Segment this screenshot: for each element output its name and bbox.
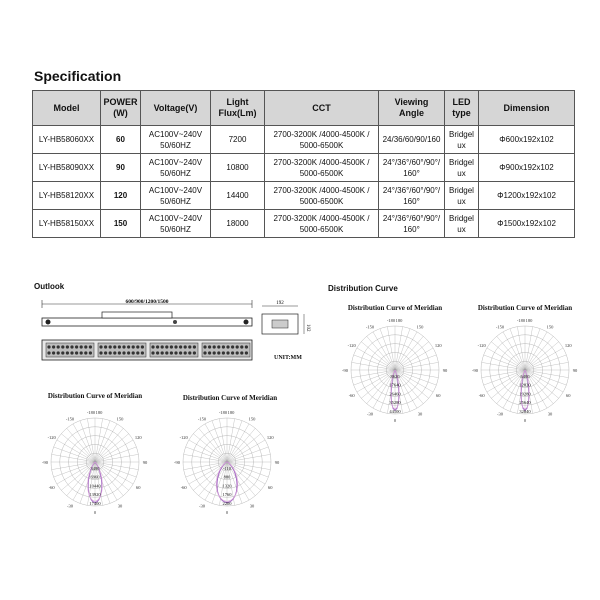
angle-label: 120: [434, 343, 442, 348]
header-text: Flux(Lm): [218, 108, 257, 118]
angle-label: 180: [525, 318, 533, 323]
chart-2-title: Distribution Curve of Meridian: [477, 304, 573, 312]
angle-label: -120: [179, 435, 188, 440]
led-lens: [231, 345, 234, 348]
led-lens: [118, 345, 121, 348]
led-lens: [52, 351, 55, 354]
led-lens: [231, 351, 234, 354]
cell-line: 5000-6500K: [299, 196, 344, 206]
led-lens: [127, 351, 130, 354]
angle-label: -90: [472, 368, 478, 373]
cell-line: Bridgel: [449, 157, 474, 167]
cell-line: Bridgel: [449, 185, 474, 195]
cell-line: ux: [457, 140, 466, 150]
outlook-drawing: [30, 294, 330, 374]
height-dimension: 102: [305, 324, 310, 332]
column-header: [479, 91, 575, 126]
angle-label: -30: [367, 411, 373, 417]
led-lens: [179, 351, 182, 354]
page-title: Specification: [34, 68, 122, 84]
header-text: type: [452, 108, 471, 118]
table-row: [33, 182, 575, 210]
led-module: [150, 343, 198, 357]
led-lens: [170, 351, 173, 354]
led-lens: [174, 345, 177, 348]
cell-line: 50/60HZ: [160, 224, 191, 234]
column-header: [141, 91, 211, 126]
angle-label: -120: [47, 435, 56, 440]
cell-line: 160°: [403, 196, 420, 206]
led-lens: [151, 351, 154, 354]
cell-line: 2700-3200K /4000-4500K /: [273, 185, 370, 195]
led-lens: [208, 351, 211, 354]
led-lens: [188, 351, 191, 354]
angle-label: -90: [42, 460, 48, 465]
led-lens: [132, 345, 135, 348]
cell-model: LY-HB58150XX: [33, 210, 101, 238]
cell-line: ux: [457, 224, 466, 234]
led-lens: [161, 351, 164, 354]
led-lens: [104, 345, 107, 348]
angle-label: -30: [497, 411, 503, 417]
cell-line: 50/60HZ: [160, 140, 191, 150]
cell-power: 60: [101, 126, 141, 154]
angle-label: -120: [477, 343, 486, 348]
ring-value-label: 17640: [389, 382, 401, 388]
cell-voltage: [141, 154, 211, 182]
led-lens: [84, 345, 87, 348]
ring-value-label: 19280: [519, 391, 531, 397]
led-lens: [52, 345, 55, 348]
ring-value-label: 12820: [519, 382, 531, 388]
angle-label: -180: [386, 318, 396, 323]
ring-value-label: 35280: [389, 400, 401, 406]
led-lens: [57, 345, 60, 348]
led-lens: [132, 351, 135, 354]
led-lens: [213, 351, 216, 354]
led-lens: [75, 351, 78, 354]
led-lens: [151, 345, 154, 348]
angle-label: 30: [249, 503, 255, 509]
cell-line: AC100V~240V: [148, 157, 203, 167]
led-lens: [184, 351, 187, 354]
cell-line: 2700-3200K /4000-4500K /: [273, 157, 370, 167]
angle-label: 30: [547, 411, 553, 417]
led-lens: [122, 345, 125, 348]
column-header: [445, 91, 479, 126]
angle-label: -60: [180, 485, 187, 490]
cell-line: 24°/36°/60°/90°/: [382, 185, 441, 195]
led-lens: [80, 345, 83, 348]
cell-flux: 18000: [211, 210, 265, 238]
ring-value-label: 1320: [222, 483, 232, 489]
header-text: Angle: [398, 108, 424, 118]
column-header: [265, 91, 379, 126]
chart-4-title: Distribution Curve of Meridian: [182, 394, 278, 402]
led-module: [46, 343, 94, 357]
cell-led: [445, 182, 479, 210]
ring-value-label: 17400: [89, 501, 101, 506]
cell-line: 2700-3200K /4000-4500K /: [273, 129, 370, 139]
cell-flux: 14400: [211, 182, 265, 210]
led-lens: [122, 351, 125, 354]
cell-cct: [265, 154, 379, 182]
led-lens: [226, 351, 229, 354]
angle-label: 120: [134, 435, 142, 440]
cell-voltage: [141, 126, 211, 154]
cell-angle: [379, 126, 445, 154]
angle-label: -30: [199, 503, 205, 509]
angle-label: 180: [395, 318, 403, 323]
led-lens: [61, 351, 64, 354]
led-lens: [217, 351, 220, 354]
angle-label: 90: [442, 368, 448, 373]
angle-label: 0: [93, 510, 97, 515]
distribution-label: Distribution Curve: [328, 284, 398, 293]
cell-power: 90: [101, 154, 141, 182]
length-dimension: 600/900/1200/1500: [125, 299, 169, 305]
header-text: POWER: [103, 97, 138, 107]
led-lens: [165, 351, 168, 354]
angle-label: 120: [266, 435, 274, 440]
led-lens: [118, 351, 121, 354]
angle-label: -150: [365, 324, 375, 330]
angle-label: 60: [566, 393, 571, 398]
led-lens: [236, 351, 239, 354]
fixture-side-view: [42, 318, 252, 326]
ring-value-label: 6960: [90, 474, 100, 480]
angle-label: -90: [342, 368, 348, 373]
ring-value-label: 6400: [520, 373, 530, 379]
angle-label: 150: [416, 324, 424, 330]
polar-chart-1: [340, 312, 450, 422]
led-lens: [174, 351, 177, 354]
led-lens: [161, 345, 164, 348]
angle-label: 60: [268, 485, 273, 490]
cell-line: 160°: [403, 168, 420, 178]
led-lens: [99, 345, 102, 348]
led-lens: [89, 345, 92, 348]
cell-line: 24/36/60/90/160: [382, 135, 441, 144]
angle-label: -60: [48, 485, 55, 490]
cell-dimension: Φ1200x192x102: [479, 182, 575, 210]
led-lens: [104, 351, 107, 354]
chart-3-title: Distribution Curve of Meridian: [47, 392, 143, 400]
led-lens: [141, 351, 144, 354]
cell-line: 5000-6500K: [299, 168, 344, 178]
angle-label: 60: [436, 393, 441, 398]
cell-dimension: Φ600x192x102: [479, 126, 575, 154]
led-module: [98, 343, 146, 357]
led-lens: [170, 345, 173, 348]
led-lens: [245, 345, 248, 348]
angle-label: -150: [197, 416, 207, 422]
cell-angle: [379, 154, 445, 182]
led-lens: [193, 351, 196, 354]
ring-value-label: 26460: [389, 391, 401, 397]
ring-value-label: 2200: [222, 501, 232, 506]
cell-dimension: Φ1500x192x102: [479, 210, 575, 238]
angle-label: 60: [136, 485, 141, 490]
cell-line: 5000-6500K: [299, 224, 344, 234]
led-lens: [213, 345, 216, 348]
ring-value-label: 25640: [519, 400, 531, 406]
column-header: [379, 91, 445, 126]
ring-value-label: 32040: [519, 409, 531, 414]
angle-label: 0: [393, 418, 397, 422]
led-lens: [109, 351, 112, 354]
angle-label: -60: [348, 393, 355, 398]
cell-dimension: Φ900x192x102: [479, 154, 575, 182]
cell-power: 120: [101, 182, 141, 210]
led-lens: [193, 345, 196, 348]
led-lens: [203, 351, 206, 354]
angle-label: 150: [116, 416, 124, 422]
cell-line: 50/60HZ: [160, 168, 191, 178]
led-lens: [109, 345, 112, 348]
cell-line: Bridgel: [449, 129, 474, 139]
led-lens: [245, 351, 248, 354]
led-lens: [66, 351, 69, 354]
ring-value-label: 44100: [389, 409, 401, 414]
cell-line: AC100V~240V: [148, 185, 203, 195]
led-lens: [113, 351, 116, 354]
led-lens: [141, 345, 144, 348]
polar-chart-4: [172, 404, 282, 522]
led-lens: [188, 345, 191, 348]
cell-led: [445, 210, 479, 238]
header-text: (W): [113, 108, 128, 118]
cell-line: 5000-6500K: [299, 140, 344, 150]
header-text: Dimension: [503, 102, 550, 113]
cell-led: [445, 126, 479, 154]
header-text: Light: [226, 97, 249, 107]
led-lens: [236, 345, 239, 348]
led-lens: [99, 351, 102, 354]
column-header: [101, 91, 141, 126]
cell-angle: [379, 210, 445, 238]
led-lens: [57, 351, 60, 354]
led-lens: [66, 345, 69, 348]
led-lens: [179, 345, 182, 348]
led-lens: [75, 345, 78, 348]
angle-label: 90: [572, 368, 578, 373]
led-lens: [208, 345, 211, 348]
led-lens: [127, 345, 130, 348]
cell-line: ux: [457, 168, 466, 178]
led-lens: [61, 345, 64, 348]
led-lens: [80, 351, 83, 354]
cell-led: [445, 154, 479, 182]
header-text: Voltage(V): [153, 102, 198, 113]
led-lens: [165, 345, 168, 348]
header-text: LED: [452, 97, 471, 107]
unit-label: UNIT:MM: [274, 355, 302, 361]
led-lens: [222, 351, 225, 354]
cell-line: Bridgel: [449, 213, 474, 223]
cell-cct: [265, 210, 379, 238]
header-text: Viewing: [394, 97, 429, 107]
header-text: CCT: [312, 102, 331, 113]
angle-label: 180: [227, 410, 235, 415]
angle-label: -180: [218, 410, 228, 415]
cell-flux: 10800: [211, 154, 265, 182]
table-row: [33, 126, 575, 154]
cell-voltage: [141, 182, 211, 210]
led-lens: [113, 345, 116, 348]
led-lens: [240, 351, 243, 354]
outlook-label: Outlook: [34, 282, 65, 291]
cell-line: 2700-3200K /4000-4500K /: [273, 213, 370, 223]
cell-power: 150: [101, 210, 141, 238]
angle-label: -30: [67, 503, 73, 509]
connector: [173, 320, 177, 324]
led-lens: [84, 351, 87, 354]
ring-value-label: 3480: [90, 465, 100, 471]
angle-label: -150: [65, 416, 75, 422]
cell-angle: [379, 182, 445, 210]
angle-label: 90: [142, 460, 148, 465]
led-lens: [217, 345, 220, 348]
led-lens: [240, 345, 243, 348]
cell-line: AC100V~240V: [148, 213, 203, 223]
cell-line: 24°/36°/60°/90°/: [382, 157, 441, 167]
header-text: Model: [53, 102, 80, 113]
table-header-row: [33, 91, 575, 126]
led-lens: [156, 351, 159, 354]
ring-value-label: 1760: [222, 492, 232, 498]
cell-model: LY-HB58060XX: [33, 126, 101, 154]
angle-label: 90: [274, 460, 280, 465]
cell-voltage: [141, 210, 211, 238]
led-lens: [70, 345, 73, 348]
spec-table: [32, 90, 575, 238]
angle-label: -180: [516, 318, 526, 323]
angle-label: -90: [174, 460, 180, 465]
led-module: [202, 343, 250, 357]
angle-label: 120: [564, 343, 572, 348]
cell-line: 160°: [403, 224, 420, 234]
angle-label: 150: [546, 324, 554, 330]
angle-label: -180: [86, 410, 96, 415]
led-lens: [226, 345, 229, 348]
ring-value-label: 10440: [89, 483, 101, 489]
driver-box: [102, 312, 172, 318]
ring-value-label: -110: [222, 465, 232, 471]
cell-cct: [265, 126, 379, 154]
cell-model: LY-HB58090XX: [33, 154, 101, 182]
width-dimension: 192: [276, 301, 284, 306]
polar-chart-2: [470, 312, 580, 422]
mount-hole-right: [244, 320, 249, 325]
led-lens: [70, 351, 73, 354]
led-lens: [47, 351, 50, 354]
led-lens: [136, 351, 139, 354]
cell-cct: [265, 182, 379, 210]
angle-label: -120: [347, 343, 356, 348]
mount-hole-left: [46, 320, 51, 325]
cell-line: AC100V~240V: [148, 129, 203, 139]
led-lens: [203, 345, 206, 348]
led-lens: [222, 345, 225, 348]
column-header: [211, 91, 265, 126]
cell-flux: 7200: [211, 126, 265, 154]
angle-label: 180: [95, 410, 103, 415]
polar-chart-3: [40, 404, 150, 522]
cell-line: 24°/36°/60°/90°/: [382, 213, 441, 223]
led-lens: [89, 351, 92, 354]
table-row: [33, 210, 575, 238]
led-lens: [156, 345, 159, 348]
angle-label: 0: [225, 510, 229, 515]
angle-label: 150: [248, 416, 256, 422]
led-lens: [136, 345, 139, 348]
angle-label: -150: [495, 324, 505, 330]
cell-model: LY-HB58120XX: [33, 182, 101, 210]
angle-label: -60: [478, 393, 485, 398]
ring-value-label: 880: [223, 474, 231, 480]
chart-1-title: Distribution Curve of Meridian: [347, 304, 443, 312]
ring-value-label: 8620: [390, 373, 400, 379]
led-lens: [47, 345, 50, 348]
column-header: [33, 91, 101, 126]
angle-label: 0: [523, 418, 527, 422]
table-row: [33, 154, 575, 182]
ring-value-label: 13920: [89, 492, 101, 498]
cell-line: ux: [457, 196, 466, 206]
angle-label: 30: [417, 411, 423, 417]
angle-label: 30: [117, 503, 123, 509]
led-lens: [184, 345, 187, 348]
cell-line: 50/60HZ: [160, 196, 191, 206]
